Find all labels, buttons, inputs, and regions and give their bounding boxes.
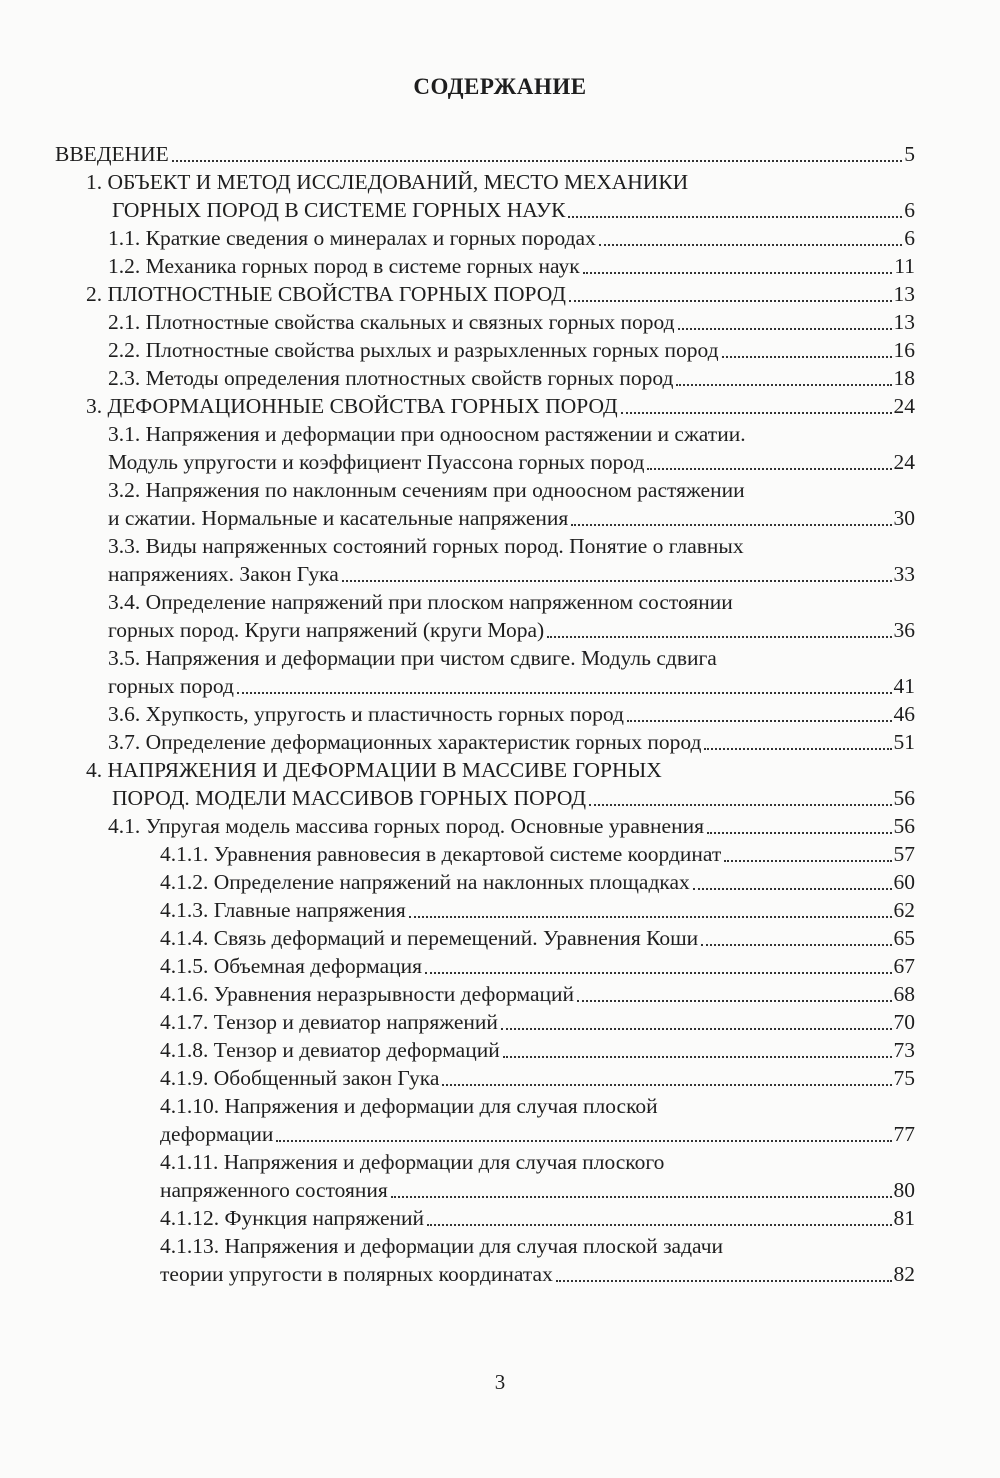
toc-entry[interactable]: [0, 1232, 915, 1288]
dot-leader: [621, 412, 892, 414]
toc-entry[interactable]: [0, 896, 915, 924]
toc-entry[interactable]: [0, 224, 915, 252]
toc-entry[interactable]: [0, 588, 915, 644]
toc-entry-page: 16: [893, 338, 915, 362]
toc-entry[interactable]: [0, 868, 915, 896]
toc-entry-page: 60: [893, 870, 915, 894]
dot-leader: [647, 468, 891, 470]
toc-entry-title: горных пород: [108, 674, 234, 698]
toc-entry[interactable]: [0, 1036, 915, 1064]
toc-entry-title: 3. ДЕФОРМАЦИОННЫЕ СВОЙСТВА ГОРНЫХ ПОРОД: [86, 394, 618, 418]
toc-entry-title: 4.1.1. Уравнения равновесия в декартовой системе координат: [160, 842, 722, 866]
toc-entry-page: 13: [893, 282, 915, 306]
toc-entry[interactable]: [0, 1148, 915, 1204]
dot-leader: [172, 160, 902, 162]
toc-entry-title: 4.1.3. Главные напряжения: [160, 898, 406, 922]
toc-entry-title: 2.2. Плотностные свойства рыхлых и разрыхленных горных пород: [108, 338, 719, 362]
toc-entry-title: 2. ПЛОТНОСТНЫЕ СВОЙСТВА ГОРНЫХ ПОРОД: [86, 282, 566, 306]
toc-entry[interactable]: [0, 420, 915, 476]
toc-entry-page: 77: [893, 1122, 915, 1146]
dot-leader: [722, 356, 892, 358]
toc-entry-line: 3.4. Определение напряжений при плоском напряженном состоянии: [108, 590, 733, 614]
toc-entry-line: 4.1.11. Напряжения и деформации для случая плоского: [160, 1150, 665, 1174]
dot-leader: [693, 888, 892, 890]
toc-entry[interactable]: [0, 1204, 915, 1232]
dot-leader: [599, 244, 902, 246]
toc-entry-page: 6: [904, 226, 915, 250]
page-number: 3: [494, 1370, 506, 1394]
toc-entry-title: напряжениях. Закон Гука: [108, 562, 339, 586]
dot-leader: [571, 524, 891, 526]
toc-entry-title: 2.3. Методы определения плотностных свойств горных пород: [108, 366, 674, 390]
dot-leader: [237, 692, 892, 694]
toc-entry-page: 80: [893, 1178, 915, 1202]
toc-entry-line: 3.1. Напряжения и деформации при одноосном растяжении и сжатии.: [108, 422, 746, 446]
dot-leader: [701, 944, 891, 946]
toc-entry[interactable]: [0, 728, 915, 756]
page-title: СОДЕРЖАНИЕ: [413, 74, 587, 99]
toc-entry-page: 75: [893, 1066, 915, 1090]
toc-entry[interactable]: [0, 756, 915, 812]
toc-entry-page: 81: [893, 1206, 915, 1230]
toc-entry-page: 24: [893, 450, 915, 474]
toc-entry[interactable]: [0, 1008, 915, 1036]
toc-entry-title: 4.1.6. Уравнения неразрывности деформаций: [160, 982, 575, 1006]
toc-entry-title: 4.1.4. Связь деформаций и перемещений. Уравнения Коши: [160, 926, 699, 950]
toc-entry-line: 1. ОБЪЕКТ И МЕТОД ИССЛЕДОВАНИЙ, МЕСТО МЕХАНИКИ: [86, 170, 689, 194]
toc-entry-page: 82: [893, 1262, 915, 1286]
table-of-contents: [0, 140, 1000, 1288]
toc-entry-title: Модуль упругости и коэффициент Пуассона горных пород: [108, 450, 645, 474]
toc-entry[interactable]: [0, 280, 915, 308]
toc-entry-title: 2.1. Плотностные свойства скальных и связных горных пород: [108, 310, 675, 334]
dot-leader: [425, 972, 891, 974]
dot-leader: [568, 216, 902, 218]
dot-leader: [569, 300, 892, 302]
toc-entry-title: ВВЕДЕНИЕ: [55, 142, 169, 166]
toc-entry[interactable]: [0, 168, 915, 224]
toc-entry-title: и сжатии. Нормальные и касательные напряжения: [108, 506, 569, 530]
dot-leader: [276, 1140, 891, 1142]
toc-entry-line: 4. НАПРЯЖЕНИЯ И ДЕФОРМАЦИИ В МАССИВЕ ГОРНЫХ: [86, 758, 662, 782]
toc-entry-line: 3.3. Виды напряженных состояний горных пород. Понятие о главных: [108, 534, 744, 558]
toc-entry-page: 65: [893, 926, 915, 950]
toc-entry-line: 4.1.13. Напряжения и деформации для случая плоской задачи: [160, 1234, 724, 1258]
toc-entry-title: 4.1.2. Определение напряжений на наклонных площадках: [160, 870, 690, 894]
toc-entry-page: 5: [904, 142, 915, 166]
toc-entry-title: 3.6. Хрупкость, упругость и пластичность горных пород: [108, 702, 624, 726]
toc-entry[interactable]: [0, 952, 915, 980]
toc-entry-line: 3.5. Напряжения и деформации при чистом сдвиге. Модуль сдвига: [108, 646, 717, 670]
dot-leader: [427, 1224, 891, 1226]
toc-entry-page: 67: [893, 954, 915, 978]
toc-entry-page: 57: [893, 842, 915, 866]
toc-entry[interactable]: [0, 308, 915, 336]
toc-entry[interactable]: [0, 336, 915, 364]
toc-entry-page: 56: [893, 786, 915, 810]
dot-leader: [724, 860, 891, 862]
toc-entry-title: 1.2. Механика горных пород в системе горных наук: [108, 254, 580, 278]
toc-entry-title: 4.1.7. Тензор и девиатор напряжений: [160, 1010, 498, 1034]
toc-entry-title: ГОРНЫХ ПОРОД В СИСТЕМЕ ГОРНЫХ НАУК: [112, 198, 566, 222]
toc-entry[interactable]: [0, 700, 915, 728]
toc-entry-title: 4.1.5. Объемная деформация: [160, 954, 423, 978]
toc-entry-title: 4.1.12. Функция напряжений: [160, 1206, 425, 1230]
toc-entry[interactable]: [0, 476, 915, 532]
dot-leader: [442, 1084, 891, 1086]
toc-entry-line: 3.2. Напряжения по наклонным сечениям при одноосном растяжении: [108, 478, 745, 502]
toc-entry-page: 13: [893, 310, 915, 334]
toc-entry-title: горных пород. Круги напряжений (круги Мора): [108, 618, 545, 642]
toc-entry-page: 36: [893, 618, 915, 642]
toc-entry[interactable]: [0, 812, 915, 840]
toc-entry-page: 30: [893, 506, 915, 530]
toc-entry[interactable]: [0, 140, 915, 168]
dot-leader: [391, 1196, 892, 1198]
toc-entry-page: 24: [893, 394, 915, 418]
toc-entry[interactable]: [0, 252, 915, 280]
dot-leader: [342, 580, 892, 582]
dot-leader: [409, 916, 892, 918]
toc-entry-page: 46: [893, 702, 915, 726]
toc-entry-title: напряженного состояния: [160, 1178, 388, 1202]
toc-entry[interactable]: [0, 364, 915, 392]
toc-entry-page: 11: [894, 254, 915, 278]
dot-leader: [678, 328, 892, 330]
dot-leader: [589, 804, 891, 806]
toc-entry-title: 4.1.9. Обобщенный закон Гука: [160, 1066, 440, 1090]
toc-entry-page: 51: [893, 730, 915, 754]
dot-leader: [627, 720, 892, 722]
toc-entry[interactable]: [0, 644, 915, 700]
toc-entry[interactable]: [0, 392, 915, 420]
toc-entry[interactable]: [0, 532, 915, 588]
toc-entry-title: деформации: [160, 1122, 274, 1146]
toc-entry[interactable]: [0, 840, 915, 868]
dot-leader: [503, 1056, 892, 1058]
toc-entry[interactable]: [0, 1064, 915, 1092]
toc-entry-title: 3.7. Определение деформационных характеристик горных пород: [108, 730, 702, 754]
dot-leader: [547, 636, 891, 638]
dot-leader: [704, 748, 891, 750]
toc-entry-title: ПОРОД. МОДЕЛИ МАССИВОВ ГОРНЫХ ПОРОД: [112, 786, 587, 810]
dot-leader: [556, 1280, 892, 1282]
toc-entry-page: 68: [893, 982, 915, 1006]
dot-leader: [577, 1000, 891, 1002]
dot-leader: [583, 272, 893, 274]
dot-leader: [676, 384, 891, 386]
toc-entry-page: 18: [893, 366, 915, 390]
toc-entry-page: 70: [893, 1010, 915, 1034]
toc-entry-title: теории упругости в полярных координатах: [160, 1262, 553, 1286]
toc-entry-page: 6: [904, 198, 915, 222]
toc-entry-line: 4.1.10. Напряжения и деформации для случая плоской: [160, 1094, 658, 1118]
toc-entry[interactable]: [0, 924, 915, 952]
toc-entry-page: 56: [893, 814, 915, 838]
toc-entry-page: 73: [893, 1038, 915, 1062]
toc-entry-title: 4.1. Упругая модель массива горных пород. Основные уравнения: [108, 814, 704, 838]
toc-entry-title: 1.1. Краткие сведения о минералах и горных породах: [108, 226, 596, 250]
toc-entry-page: 33: [893, 562, 915, 586]
toc-entry-page: 62: [893, 898, 915, 922]
dot-leader: [501, 1028, 892, 1030]
toc-entry-title: 4.1.8. Тензор и девиатор деформаций: [160, 1038, 500, 1062]
toc-entry-page: 41: [893, 674, 915, 698]
toc-entry[interactable]: [0, 980, 915, 1008]
dot-leader: [707, 832, 892, 834]
toc-entry[interactable]: [0, 1092, 915, 1148]
